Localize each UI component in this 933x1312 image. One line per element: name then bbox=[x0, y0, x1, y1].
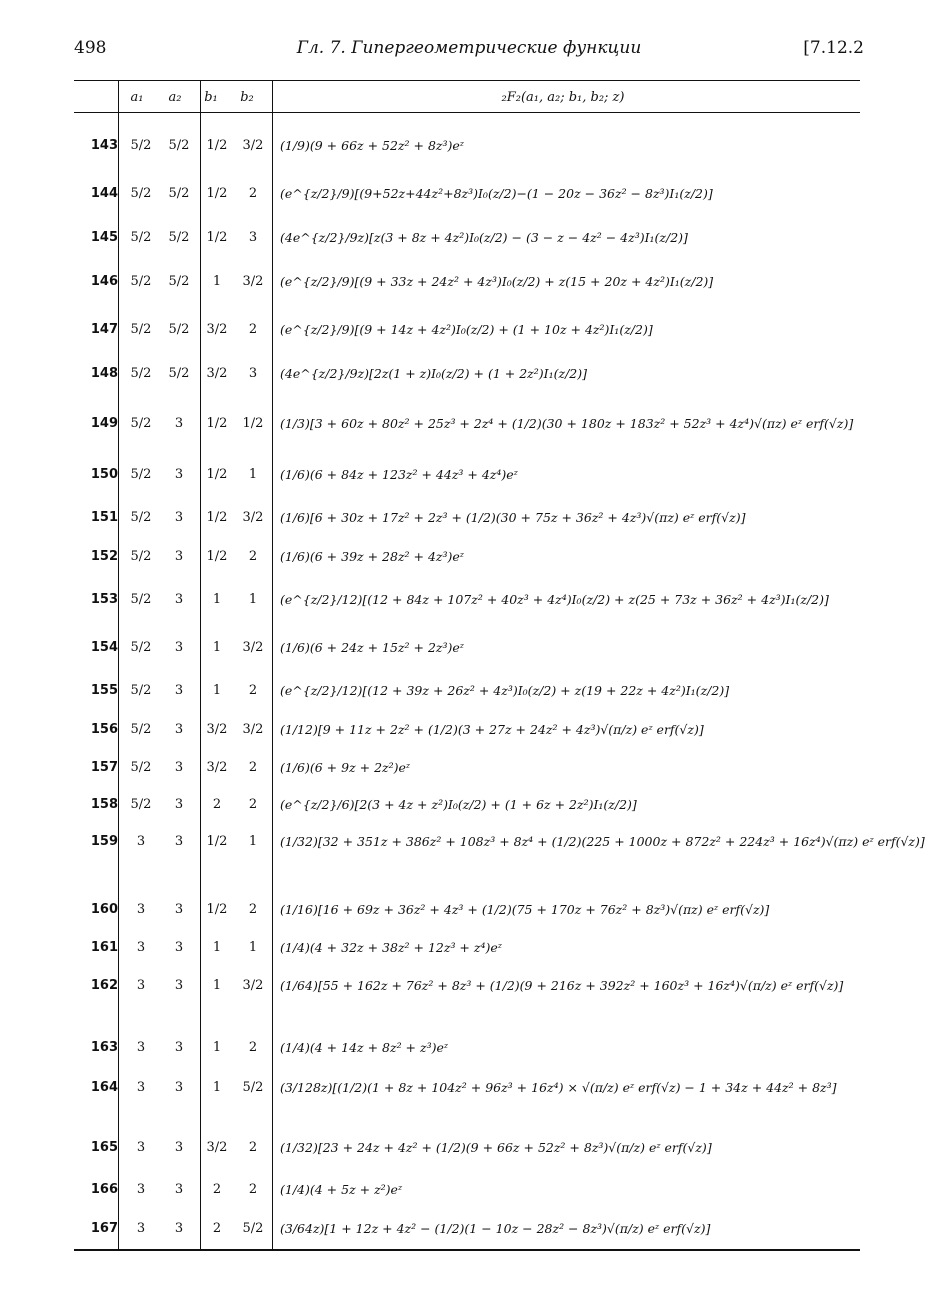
param-b2: 3 bbox=[248, 230, 258, 245]
table-row bbox=[74, 834, 925, 894]
row-number: 145 bbox=[90, 230, 118, 245]
formula: (3/128z)[(1/2)(1 + 8z + 104z² + 96z³ + 16z⁴) × √(π/z) eᶻ erf(√z) − 1 + 34z + 44z² + 8z³] bbox=[280, 1080, 837, 1095]
param-a1: 5/2 bbox=[130, 683, 152, 698]
formula: (e^{z/2}/9)[(9 + 33z + 24z² + 4z³)I₀(z/2) + z(15 + 20z + 4z²)I₁(z/2)] bbox=[280, 274, 714, 289]
formula: (1/6)(6 + 9z + 2z²)eᶻ bbox=[280, 760, 411, 775]
row-number: 160 bbox=[90, 902, 118, 917]
param-b2: 2 bbox=[248, 683, 258, 698]
formula: (1/64)[55 + 162z + 76z² + 8z³ + (1/2)(9 + 216z + 392z² + 160z³ + 16z⁴)√(π/z) eᶻ erf(√z)] bbox=[280, 978, 844, 993]
table-row bbox=[74, 274, 860, 314]
table-row bbox=[74, 978, 860, 1036]
param-a2: 3 bbox=[174, 940, 184, 955]
param-b1: 1/2 bbox=[206, 510, 228, 525]
param-a1: 5/2 bbox=[130, 549, 152, 564]
param-a1: 5/2 bbox=[130, 592, 152, 607]
param-b1: 3/2 bbox=[206, 722, 228, 737]
row-number: 146 bbox=[90, 274, 118, 289]
param-b1: 3/2 bbox=[206, 760, 228, 775]
param-b2: 3/2 bbox=[242, 640, 264, 655]
param-a2: 3 bbox=[174, 902, 184, 917]
table-row bbox=[74, 366, 860, 406]
table-row bbox=[74, 322, 860, 362]
table-row bbox=[74, 1040, 860, 1074]
table-row bbox=[74, 416, 860, 462]
param-b1: 1/2 bbox=[206, 186, 228, 201]
param-b2: 2 bbox=[248, 186, 258, 201]
param-a2: 3 bbox=[174, 467, 184, 482]
param-a1: 5/2 bbox=[130, 797, 152, 812]
page-number: 498 bbox=[74, 38, 107, 58]
param-a1: 5/2 bbox=[130, 467, 152, 482]
param-b2: 1 bbox=[248, 467, 258, 482]
section-number: [7.12.2 bbox=[803, 38, 864, 58]
table-row bbox=[74, 138, 860, 178]
row-number: 144 bbox=[90, 186, 118, 201]
param-a1: 5/2 bbox=[130, 230, 152, 245]
top-rule bbox=[74, 80, 860, 81]
param-a1: 5/2 bbox=[130, 186, 152, 201]
param-b1: 1/2 bbox=[206, 138, 228, 153]
table-row bbox=[74, 549, 860, 587]
param-a1: 5/2 bbox=[130, 760, 152, 775]
param-b1: 2 bbox=[212, 1182, 222, 1197]
param-a1: 5/2 bbox=[130, 366, 152, 381]
table-row bbox=[74, 1080, 860, 1136]
param-a2: 3 bbox=[174, 416, 184, 431]
param-b2: 3/2 bbox=[242, 510, 264, 525]
table-row bbox=[74, 640, 860, 678]
param-b2: 2 bbox=[248, 1040, 258, 1055]
formula: (1/32)[23 + 24z + 4z² + (1/2)(9 + 66z + 52z² + 8z³)√(π/z) eᶻ erf(√z)] bbox=[280, 1140, 712, 1155]
formula: (e^{z/2}/12)[(12 + 84z + 107z² + 40z³ + 4z⁴)I₀(z/2) + z(25 + 73z + 36z² + 4z³)I₁(z/2)] bbox=[280, 592, 829, 607]
param-b1: 1 bbox=[212, 1040, 222, 1055]
param-a2: 5/2 bbox=[168, 138, 190, 153]
param-b2: 2 bbox=[248, 549, 258, 564]
param-b1: 3/2 bbox=[206, 366, 228, 381]
param-b1: 1 bbox=[212, 592, 222, 607]
param-a1: 3 bbox=[136, 834, 146, 849]
formula: (1/6)(6 + 39z + 28z² + 4z³)eᶻ bbox=[280, 549, 464, 564]
table-row bbox=[74, 683, 860, 721]
formula: (4e^{z/2}/9z)[z(3 + 8z + 4z²)I₀(z/2) − (3 − z − 4z² − 4z³)I₁(z/2)] bbox=[280, 230, 688, 245]
col-a2: a₂ bbox=[168, 89, 182, 105]
param-a2: 3 bbox=[174, 549, 184, 564]
row-number: 150 bbox=[90, 467, 118, 482]
formula: (e^{z/2}/6)[2(3 + 4z + z²)I₀(z/2) + (1 + 6z + 2z²)I₁(z/2)] bbox=[280, 797, 637, 812]
row-number: 159 bbox=[90, 834, 118, 849]
row-number: 165 bbox=[90, 1140, 118, 1155]
formula: (1/3)[3 + 60z + 80z² + 25z³ + 2z⁴ + (1/2)(30 + 180z + 183z² + 52z³ + 4z⁴)√(πz) eᶻ erf(√z)] bbox=[280, 416, 854, 431]
param-a2: 3 bbox=[174, 683, 184, 698]
param-a2: 3 bbox=[174, 834, 184, 849]
table-row bbox=[74, 510, 860, 550]
col-function: ₂F₂(a₁, a₂; b₁, b₂; z) bbox=[501, 89, 625, 105]
page-header bbox=[74, 38, 864, 62]
row-number: 149 bbox=[90, 416, 118, 431]
param-b1: 1/2 bbox=[206, 416, 228, 431]
param-a2: 5/2 bbox=[168, 322, 190, 337]
param-a2: 5/2 bbox=[168, 186, 190, 201]
row-number: 147 bbox=[90, 322, 118, 337]
param-a2: 5/2 bbox=[168, 230, 190, 245]
table-row bbox=[74, 722, 860, 756]
row-number: 154 bbox=[90, 640, 118, 655]
formula: (1/16)[16 + 69z + 36z² + 4z³ + (1/2)(75 + 170z + 76z² + 8z³)√(πz) eᶻ erf(√z)] bbox=[280, 902, 770, 917]
row-number: 143 bbox=[90, 138, 118, 153]
table-row bbox=[74, 797, 860, 831]
row-number: 158 bbox=[90, 797, 118, 812]
param-a2: 3 bbox=[174, 1080, 184, 1095]
param-a1: 5/2 bbox=[130, 322, 152, 337]
param-a1: 3 bbox=[136, 1140, 146, 1155]
param-b1: 1/2 bbox=[206, 549, 228, 564]
table-header bbox=[74, 82, 860, 112]
row-number: 164 bbox=[90, 1080, 118, 1095]
col-b1: b₁ bbox=[204, 89, 218, 105]
param-b2: 2 bbox=[248, 1140, 258, 1155]
param-b1: 1 bbox=[212, 940, 222, 955]
row-number: 153 bbox=[90, 592, 118, 607]
param-b2: 2 bbox=[248, 1182, 258, 1197]
param-b2: 5/2 bbox=[242, 1221, 264, 1236]
param-a1: 3 bbox=[136, 902, 146, 917]
param-b2: 1/2 bbox=[242, 416, 264, 431]
param-a1: 5/2 bbox=[130, 274, 152, 289]
table-row bbox=[74, 1182, 860, 1216]
param-b1: 2 bbox=[212, 797, 222, 812]
param-a1: 3 bbox=[136, 978, 146, 993]
param-a1: 3 bbox=[136, 1182, 146, 1197]
param-b2: 2 bbox=[248, 322, 258, 337]
param-b1: 3/2 bbox=[206, 1140, 228, 1155]
param-b1: 1 bbox=[212, 978, 222, 993]
row-number: 151 bbox=[90, 510, 118, 525]
formula: (1/4)(4 + 5z + z²)eᶻ bbox=[280, 1182, 403, 1197]
row-number: 152 bbox=[90, 549, 118, 564]
row-number: 157 bbox=[90, 760, 118, 775]
param-b1: 1 bbox=[212, 1080, 222, 1095]
param-b2: 2 bbox=[248, 902, 258, 917]
param-b2: 3/2 bbox=[242, 978, 264, 993]
param-a2: 3 bbox=[174, 978, 184, 993]
param-b1: 1/2 bbox=[206, 230, 228, 245]
param-a1: 3 bbox=[136, 1221, 146, 1236]
row-number: 163 bbox=[90, 1040, 118, 1055]
header-rule bbox=[74, 112, 860, 113]
param-b2: 3 bbox=[248, 366, 258, 381]
formula: (1/6)(6 + 24z + 15z² + 2z³)eᶻ bbox=[280, 640, 464, 655]
param-a2: 3 bbox=[174, 1140, 184, 1155]
formula: (1/6)[6 + 30z + 17z² + 2z³ + (1/2)(30 + 75z + 36z² + 4z³)√(πz) eᶻ erf(√z)] bbox=[280, 510, 746, 525]
row-number: 162 bbox=[90, 978, 118, 993]
param-a1: 3 bbox=[136, 1080, 146, 1095]
param-b2: 2 bbox=[248, 797, 258, 812]
param-b1: 1/2 bbox=[206, 467, 228, 482]
param-b2: 1 bbox=[248, 592, 258, 607]
param-b2: 3/2 bbox=[242, 138, 264, 153]
param-b1: 1 bbox=[212, 274, 222, 289]
table-row bbox=[74, 760, 860, 794]
table-row bbox=[74, 592, 860, 636]
param-a1: 5/2 bbox=[130, 640, 152, 655]
param-a2: 3 bbox=[174, 640, 184, 655]
formula: (1/4)(4 + 32z + 38z² + 12z³ + z⁴)eᶻ bbox=[280, 940, 502, 955]
table-row bbox=[74, 230, 860, 270]
row-number: 155 bbox=[90, 683, 118, 698]
col-b2: b₂ bbox=[240, 89, 254, 105]
param-a2: 3 bbox=[174, 1040, 184, 1055]
param-a2: 3 bbox=[174, 1182, 184, 1197]
table-row bbox=[74, 467, 860, 501]
bottom-rule bbox=[74, 1249, 860, 1251]
param-a2: 3 bbox=[174, 592, 184, 607]
formula: (e^{z/2}/12)[(12 + 39z + 26z² + 4z³)I₀(z/2) + z(19 + 22z + 4z²)I₁(z/2)] bbox=[280, 683, 730, 698]
formula: (1/12)[9 + 11z + 2z² + (1/2)(3 + 27z + 24z² + 4z³)√(π/z) eᶻ erf(√z)] bbox=[280, 722, 704, 737]
row-number: 156 bbox=[90, 722, 118, 737]
param-a2: 3 bbox=[174, 760, 184, 775]
param-a1: 5/2 bbox=[130, 416, 152, 431]
formula: (1/6)(6 + 84z + 123z² + 44z³ + 4z⁴)eᶻ bbox=[280, 467, 518, 482]
param-a2: 3 bbox=[174, 510, 184, 525]
param-a2: 5/2 bbox=[168, 274, 190, 289]
param-b1: 1/2 bbox=[206, 902, 228, 917]
param-a1: 3 bbox=[136, 940, 146, 955]
table-row bbox=[74, 1140, 860, 1176]
table-row bbox=[74, 902, 860, 936]
chapter-title: Гл. 7. Гипергеометрические функции bbox=[296, 38, 642, 58]
formula: (4e^{z/2}/9z)[2z(1 + z)I₀(z/2) + (1 + 2z²)I₁(z/2)] bbox=[280, 366, 587, 381]
param-b1: 2 bbox=[212, 1221, 222, 1236]
param-a2: 5/2 bbox=[168, 366, 190, 381]
param-b2: 3/2 bbox=[242, 274, 264, 289]
formula: (3/64z)[1 + 12z + 4z² − (1/2)(1 − 10z − 28z² − 8z³)√(π/z) eᶻ erf(√z)] bbox=[280, 1221, 711, 1236]
param-b1: 1 bbox=[212, 683, 222, 698]
param-b2: 5/2 bbox=[242, 1080, 264, 1095]
param-a1: 3 bbox=[136, 1040, 146, 1055]
table-row bbox=[74, 940, 860, 974]
param-b2: 2 bbox=[248, 760, 258, 775]
param-a1: 5/2 bbox=[130, 510, 152, 525]
param-b2: 1 bbox=[248, 834, 258, 849]
formula: (1/4)(4 + 14z + 8z² + z³)eᶻ bbox=[280, 1040, 449, 1055]
row-number: 161 bbox=[90, 940, 118, 955]
table-row bbox=[74, 186, 860, 226]
row-number: 148 bbox=[90, 366, 118, 381]
formula: (1/9)(9 + 66z + 52z² + 8z³)eᶻ bbox=[280, 138, 464, 153]
param-b2: 1 bbox=[248, 940, 258, 955]
param-b1: 3/2 bbox=[206, 322, 228, 337]
row-number: 166 bbox=[90, 1182, 118, 1197]
param-a2: 3 bbox=[174, 1221, 184, 1236]
param-a2: 3 bbox=[174, 797, 184, 812]
param-b2: 3/2 bbox=[242, 722, 264, 737]
param-b1: 1/2 bbox=[206, 834, 228, 849]
formula: (1/32)[32 + 351z + 386z² + 108z³ + 8z⁴ + (1/2)(225 + 1000z + 872z² + 224z³ + 16z⁴)√(πz) eᶻ erf(√z)] bbox=[280, 834, 925, 849]
formula: (e^{z/2}/9)[(9 + 14z + 4z²)I₀(z/2) + (1 + 10z + 4z²)I₁(z/2)] bbox=[280, 322, 653, 337]
col-a1: a₁ bbox=[130, 89, 144, 105]
param-b1: 1 bbox=[212, 640, 222, 655]
param-a1: 5/2 bbox=[130, 722, 152, 737]
row-number: 167 bbox=[90, 1221, 118, 1236]
param-a1: 5/2 bbox=[130, 138, 152, 153]
formula: (e^{z/2}/9)[(9+52z+44z²+8z³)I₀(z/2)−(1 − 20z − 36z² − 8z³)I₁(z/2)] bbox=[280, 186, 713, 201]
param-a2: 3 bbox=[174, 722, 184, 737]
